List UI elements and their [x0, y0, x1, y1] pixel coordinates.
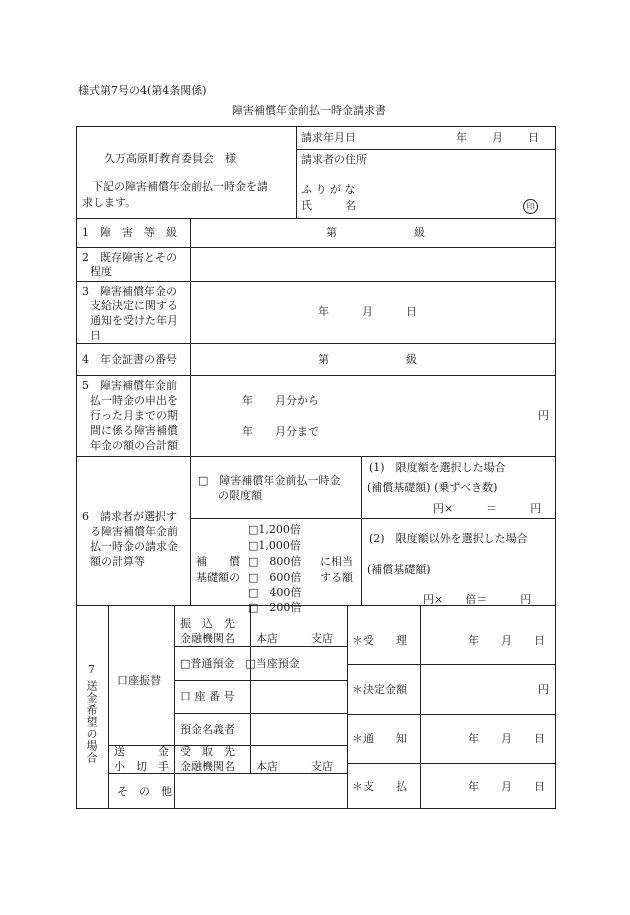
row5-label-line4: 間に係る障害補償 [90, 424, 178, 437]
money-order-label-line2: 小 切 手 [114, 760, 169, 773]
other-label: そ の 他 [117, 785, 172, 798]
page-title: 障害補償年金前払一時金請求書 [232, 104, 386, 117]
request-year-label: 年 [456, 131, 467, 144]
payment-label: ＊支 払 [352, 780, 407, 793]
decision-yen-unit: 円 [538, 683, 549, 696]
rate-600-checkbox[interactable]: □ 600倍 [248, 571, 302, 584]
rate-800-checkbox[interactable]: □ 800倍 [248, 555, 302, 568]
row5-to-month: 年 月分まで [242, 425, 319, 438]
decision-amount-label: ＊決定金額 [352, 683, 407, 696]
transfer-bank-label-line2: 金融機関名 [180, 632, 235, 645]
deposit-type-checkboxes[interactable]: □普通預金 □当座預金 [180, 657, 300, 670]
section6-label-line3: 払一時金の請求金 [90, 540, 178, 553]
receiving-bank-label-line1: 受 取 先 [180, 745, 235, 758]
addressee: 久万高原町教育委員会 様 [104, 152, 236, 165]
receipt-label: ＊受 理 [352, 634, 407, 647]
option1-title: (1) 限度額を選択した場合 [369, 461, 506, 474]
row5-from-month: 年 月分から [242, 394, 319, 407]
section7-label: 送金希望の場合 [85, 680, 98, 764]
rate-1200-checkbox[interactable]: □1,200倍 [248, 523, 301, 536]
section6-label-line4: 額の計算等 [90, 555, 145, 568]
row4-label: 4 年金証書の番号 [82, 353, 177, 366]
equivalent-label-line2: する額 [320, 571, 353, 584]
rate-400-checkbox[interactable]: □ 400倍 [248, 586, 302, 599]
option1-calculation: 円× ＝ 円 [433, 502, 542, 515]
name-label: 氏 名 [301, 199, 356, 212]
form-number: 様式第7号の4(第4条関係) [78, 84, 207, 97]
rate-1000-checkbox[interactable]: □1,000倍 [248, 539, 301, 552]
section6-label-line1: 6 請求者が選択す [82, 510, 177, 523]
receiving-bank-branch: 本店 支店 [256, 760, 333, 773]
receiving-bank-label-line2: 金融機関名 [180, 760, 235, 773]
row5-label-line1: 5 障害補償年金前 [82, 379, 177, 392]
receipt-date: 年 月 日 [468, 634, 545, 647]
base-amount-label-line2: 基礎額の [196, 571, 240, 584]
transfer-bank-branch: 本店 支店 [256, 632, 333, 645]
row3-label-line4: 日 [90, 329, 101, 342]
option2-calculation: 円× 倍＝ 円 [423, 593, 532, 606]
request-date-label: 請求年月日 [301, 131, 356, 144]
row2-label-line2: 程度 [90, 265, 112, 278]
equivalent-label-line1: に相当 [320, 555, 353, 568]
row5-label-line2: 払一時金の申出を [90, 394, 178, 407]
account-number-label: 口 座 番 号 [180, 690, 235, 703]
row5-yen-unit: 円 [538, 409, 549, 422]
request-month-label: 月 [492, 131, 503, 144]
request-day-label: 日 [528, 131, 539, 144]
account-transfer-label: 口座振替 [117, 674, 161, 687]
row1-label: 1 障 害 等 級 [82, 226, 177, 239]
rate-200-checkbox[interactable]: □ 200倍 [248, 601, 302, 614]
money-order-label-line1: 送 金 [114, 745, 169, 758]
row5-label-line3: 行った月までの期 [90, 409, 178, 422]
payment-date: 年 月 日 [468, 780, 545, 793]
furigana-label: ふ り が な [301, 183, 356, 196]
row3-date-value: 年 月 日 [318, 305, 417, 318]
section6-label-line2: る障害補償年金前 [90, 525, 178, 538]
notice-date: 年 月 日 [468, 732, 545, 745]
row3-label-line1: 3 障害補償年金の [82, 285, 177, 298]
option2-subtitle: (補償基礎額) [367, 563, 431, 576]
section7-number: 7 [88, 663, 95, 676]
request-statement-line1: 下記の障害補償年金前払一時金を請 [92, 180, 268, 193]
transfer-bank-label-line1: 振 込 先 [180, 617, 235, 630]
limit-checkbox-line2: の限度額 [218, 489, 262, 502]
address-label: 請求者の住所 [301, 153, 367, 166]
row3-label-line2: 支給決定に関する [90, 299, 178, 312]
row5-label-line5: 年金の額の合計額 [90, 439, 178, 452]
row2-label-line1: 2 既存障害とその [82, 251, 177, 264]
notice-label: ＊通 知 [352, 732, 407, 745]
seal-mark: 印 [523, 199, 538, 214]
base-amount-label-line1: 補 償 [196, 555, 240, 568]
row4-value: 第 級 [318, 353, 417, 366]
limit-checkbox-line1[interactable]: □ 障害補償年金前払一時金 [198, 474, 341, 487]
row3-label-line3: 通知を受けた年月 [90, 314, 178, 327]
account-holder-label: 預金名義者 [180, 723, 235, 736]
request-statement-line2: 求します。 [82, 196, 137, 209]
option1-subtitle: (補償基礎額) (乗ずべき数) [367, 481, 498, 494]
option2-title: (2) 限度額以外を選択した場合 [369, 532, 528, 545]
row1-value: 第 級 [326, 226, 425, 239]
